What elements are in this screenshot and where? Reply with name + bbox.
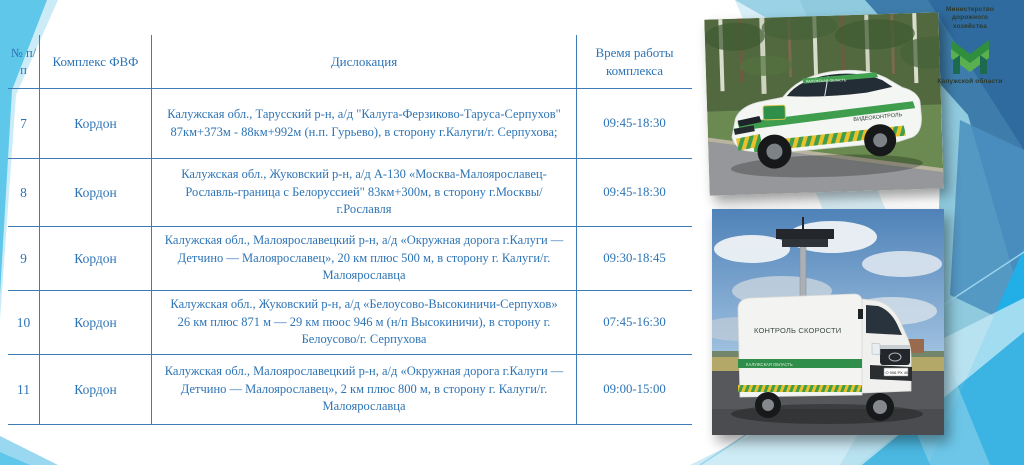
row-complex: Кордон [40,227,152,291]
row-time: 09:45-18:30 [577,89,692,159]
row-num: 9 [8,227,40,291]
license-plate: О 006 РХ 40 [885,370,909,375]
logo-text-line2: дорожного [951,14,989,22]
row-time: 07:45-16:30 [577,291,692,355]
row-num: 11 [8,355,40,425]
speed-van-illustration [712,209,944,435]
ministry-logo [920,6,1020,86]
row-num: 10 [8,291,40,355]
header-time: Время работы комплекса [577,35,692,89]
row-location: Калужская обл., Малоярославецкий р-н, а/д «Окружная дорога г.Калуги — Детчино — Малоярославец», 2 км плюс 800 м, в сторону г. Калуги/г. Малоярославца [152,355,577,425]
row-location: Калужская обл., Малоярославецкий р-н, а/д «Окружная дорога г.Калуги — Детчино — Малоярославец», 20 км плюс 500 м, в сторону г. Калуги/г. Малоярославца [152,227,577,291]
ministry-m-icon [947,34,993,76]
row-complex: Кордон [40,355,152,425]
row-location: Калужская обл., Жуковский р-н, а/д А-130 «Москва-Малоярославец-Рославль-граница с Белоруссией" 83км+300м, в сторону г.Москвы/г.Рославля [152,159,577,227]
patrol-car-illustration [704,12,943,195]
row-complex: Кордон [40,159,152,227]
van-headlight [872,343,880,355]
photo-patrol-car [704,12,943,195]
row-location: Калужская обл., Жуковский р-н, а/д «Белоусово-Высокиничи-Серпухов» 26 км плюс 871 м — 29 км пюос 946 м (н/п Высокиничи), в сторону г. Белоусово/г. Серпухова [152,291,577,355]
logo-region-text: Калужской области [937,77,1003,85]
header-location: Дислокация [152,35,577,89]
car-roof-banner-text: КАЛУЖСКАЯ ОБЛАСТЬ [806,78,847,84]
row-num: 7 [8,89,40,159]
row-location: Калужская обл., Тарусский р-н, а/д "Калуга-Ферзиково-Таруса-Серпухов" 87км+373м - 88км+992м (н.п. Гурьево), в сторону г.Калуги/г. Серпухова; [152,89,577,159]
row-complex: Кордон [40,291,152,355]
row-time: 09:45-18:30 [577,159,692,227]
photo-speed-van [712,209,944,435]
row-time: 09:00-15:00 [577,355,692,425]
hood-emblem [763,105,785,120]
logo-text-line1: Министерство [945,6,994,13]
logo-text-line3: хозяйства [953,22,987,30]
fvf-table [8,35,692,425]
van-side-text: КОНТРОЛЬ СКОРОСТИ [754,326,842,335]
van-stripe-text: КАЛУЖСКАЯ ОБЛАСТЬ [746,362,793,367]
row-complex: Кордон [40,89,152,159]
row-num: 8 [8,159,40,227]
row-time: 09:30-18:45 [577,227,692,291]
header-num: № п/п [8,35,40,89]
mirror [858,309,863,319]
header-complex: Комплекс ФВФ [40,35,152,89]
car-side-text: ВИДЕОКОНТРОЛЬ [853,112,903,124]
